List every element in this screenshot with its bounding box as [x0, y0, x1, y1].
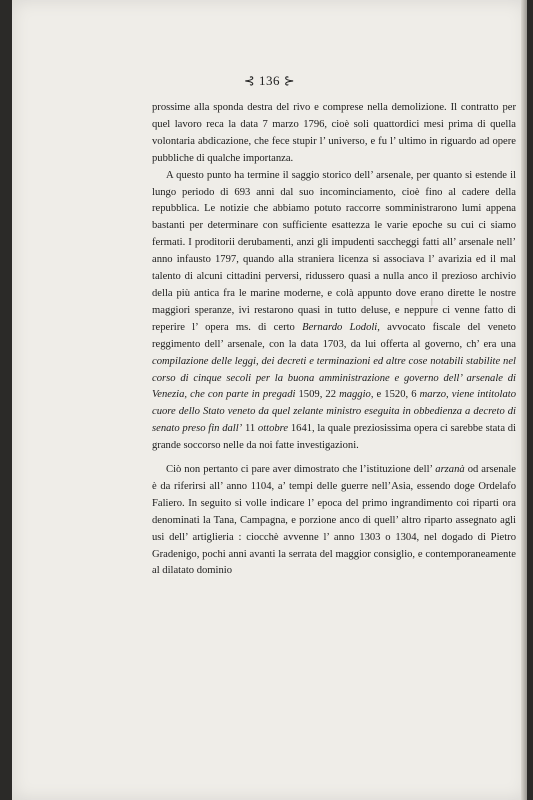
italic-text: arzanà: [435, 464, 465, 476]
text-run: 11: [242, 423, 258, 435]
paragraph: [152, 168, 516, 455]
body-text: [152, 100, 516, 580]
italic-text: compilazione delle leggi, dei decreti e terminazioni ed altre cose notabili stabilite nel corso di cinque secoli per la buona amministrazione e governo dell’ arsenale di Venezia, che con parte in pregadi: [152, 355, 516, 401]
italic-text: Bernardo Lodoli: [302, 321, 378, 333]
book-page: [12, 0, 527, 800]
text-run: od arsenale è da riferirsi all’ anno 1104, a’ tempi delle guerre nell’Asia, essendo doge Ordelafo Faliero. In seguito si volle indicare l’ epoca del primo ingrandimento coi riparti ora denominati la Tana, Campagna, e porzione anco di quell’ altro riparto assegnato agli usi dell’ artiglieria : ciocchè avvenne l’ anno 1303 o 1304, nel dogado di Pietro Gradenigo, pochi anni avanti la serrata del maggior consiglio, e contemporaneamente al dilatato dominio: [152, 464, 516, 577]
text-run: Ciò non pertanto ci pare aver dimostrato che l’istituzione dell’: [166, 464, 436, 476]
text-run: , e 1520, 6: [370, 389, 420, 401]
text-run: A questo punto ha termine il saggio storico dell’ arsenale, per quanto si estende il lungo periodo di 693 anni dal suo incominciamento, cioè fino al cadere della repubblica. Le notizie che abbiamo potuto raccorre somministrarono lumi appena bastanti per determinare con sufficiente esattezza le varie epoche su cui ci siamo fermati. I proditorii derubamenti, anzi gli impudenti saccheggi fatti all’ arsenale nell’ anno infausto 1797, quando alla straniera licenza si associava l’ avarizia ed il mal talento di alcuni cittadini perversi, ridussero quasi a nulla anco il prezioso archivio della più antica fra le marine moderne, e colà appunto dove erano dirette le nostre maggiori speranze, ivi restarono quasi in tutto deluse, e neppure ci venne fatto di reperire l’ opera ms. di certo: [152, 169, 516, 333]
paragraph: [152, 100, 516, 168]
page-number-header: ⊰ 136 ⊱: [243, 73, 296, 88]
paragraph: [152, 462, 516, 580]
italic-text: ottobre: [257, 423, 289, 435]
paragraph-gap: [152, 455, 516, 462]
text-run: 1509, 22: [295, 389, 340, 401]
page-edge-shadow: [521, 0, 527, 800]
text-run: , avvocato fiscale del veneto reggimento dell’ arsenale, con la data 1703, da lui offerta al governo, ch’ era una: [152, 321, 516, 350]
italic-text: marzo, viene intitolato cuore dello Stato veneto da quel zelante ministro eseguita in obbedienza a decreto di senato preso fin dall’: [152, 389, 517, 435]
text-run: prossime alla sponda destra del rivo e comprese nella demolizione. Il contratto per quel lavoro reca la data 7 marzo 1796, cioè soli quattordici mesi prima di quella volontaria abdicazione, che fece stupir l’ universo, e fu l’ ultimo in riguardo ad opere pubbliche di qualche importanza.: [152, 102, 516, 164]
pencil-margin-mark: |: [431, 296, 433, 306]
italic-text: maggio: [339, 389, 371, 401]
text-run: 1641, la quale preziosissima opera ci sarebbe stata di grande soccorso nelle da noi fatte investigazioni.: [152, 423, 516, 452]
